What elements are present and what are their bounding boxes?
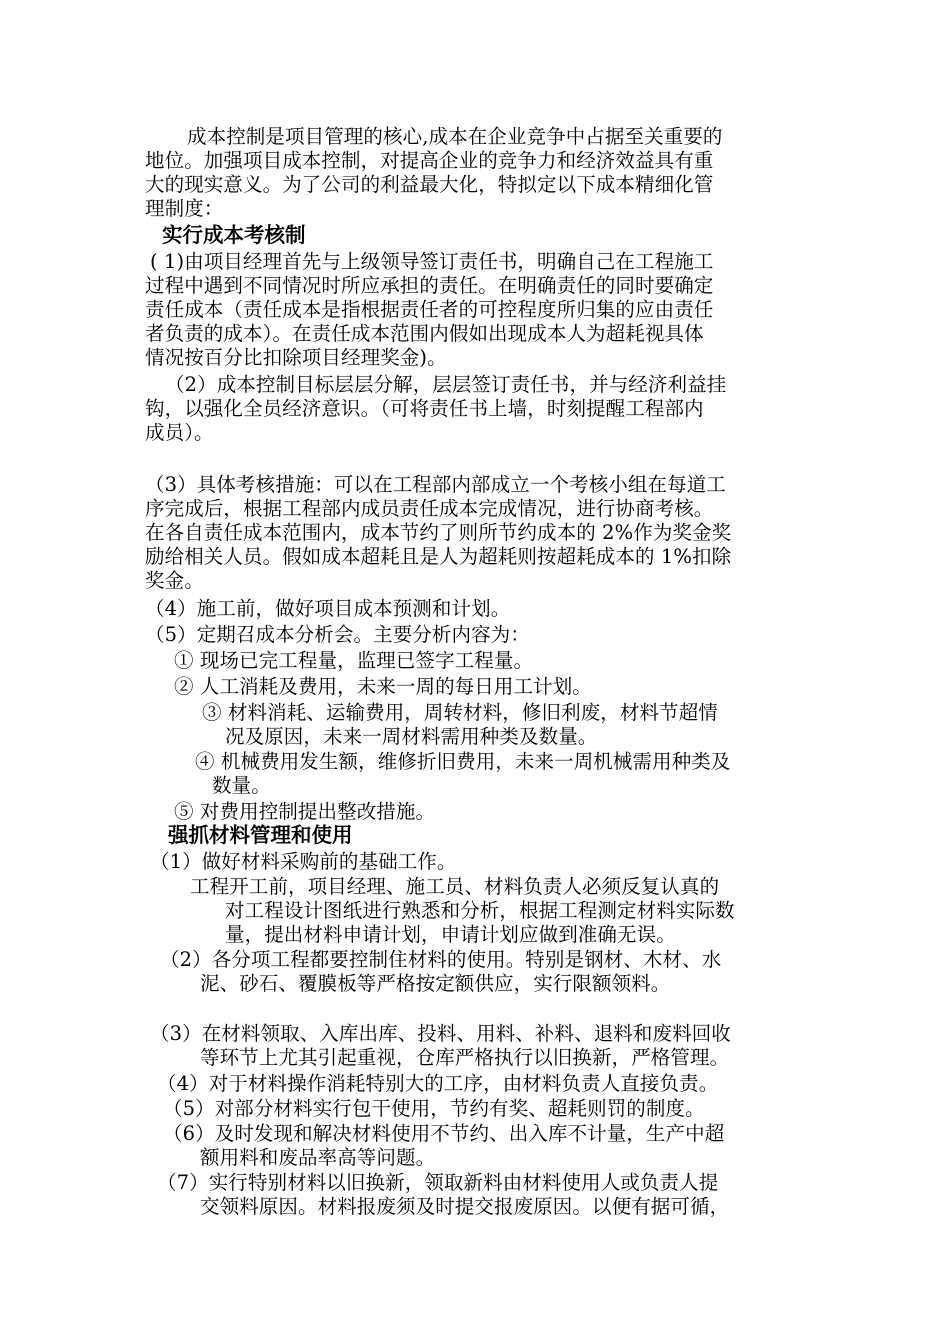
material-item-7-line-2: 交领料原因。材料报废须及时提交报废原因。以便有据可循，	[200, 1195, 730, 1218]
material-item-5: （5）对部分材料实行包干使用，节约有奖、超耗则罚的制度。	[163, 1097, 705, 1120]
sub-item-3-line-1: ③ 材料消耗、运输费用，周转材料，修旧利废，材料节超情	[202, 701, 718, 724]
item1-line-1: ( 1)由项目经理首先与上级领导签订责任书，明确自己在工程施工	[150, 250, 714, 273]
material-item-2-line-1: （2）各分项工程都要控制住材料的使用。特别是钢材、木材、水	[160, 948, 722, 971]
section-heading-cost-assessment: 实行成本考核制	[162, 223, 306, 247]
item4: （4）施工前，做好项目成本预测和计划。	[145, 597, 511, 620]
sub-item-1: ① 现场已完工程量，监理已签字工程量。	[174, 649, 534, 672]
item3-line-2: 序完成后，根据工程部内成员责任成本完成情况，进行协商考核。	[145, 497, 714, 520]
item1-line-4: 者负责的成本）。在责任成本范围内假如出现成本人为超耗视具体	[145, 322, 704, 345]
sub-item-4-line-2: 数量。	[212, 774, 271, 797]
material-item-1-body-line-3: 量，提出材料申请计划，申请计划应做到准确无误。	[225, 923, 676, 946]
item2-line-2: 钩，以强化全员经济意识。（可将责任书上墙，时刻提醒工程部内	[145, 397, 704, 420]
sub-item-2: ② 人工消耗及费用，未来一周的每日用工计划。	[174, 675, 592, 698]
sub-item-3-line-2: 况及原因，未来一周材料需用种类及数量。	[225, 725, 598, 748]
item5: （5）定期召成本分析会。主要分析内容为：	[145, 623, 530, 646]
sub-item-5: ⑤ 对费用控制提出整改措施。	[174, 800, 436, 823]
material-item-7-line-1: （7）实行特别材料以旧换新，领取新料由材料使用人或负责人提	[157, 1171, 719, 1194]
material-item-6-line-1: （6）及时发现和解决材料使用不节约、出入库不计量，生产中超	[163, 1122, 725, 1145]
intro-line-2: 地位。加强项目成本控制，对提高企业的竞争力和经济效益具有重	[145, 149, 714, 172]
item3-line-5: 奖金。	[145, 569, 204, 592]
material-item-1: （1）做好材料采购前的基础工作。	[150, 850, 457, 873]
item3-line-3: 在各自责任成本范围内，成本节约了则所节约成本的 2%作为奖金奖	[145, 521, 732, 544]
section-heading-material-management: 强抓材料管理和使用	[168, 823, 353, 847]
item1-line-2: 过程中遇到不同情况时所应承担的责任。在明确责任的同时要确定	[145, 274, 714, 297]
material-item-3-line-2: 等环节上尤其引起重视，仓库严格执行以旧换新，严格管理。	[200, 1046, 730, 1069]
material-item-2-line-2: 泥、砂石、覆膜板等严格按定额供应，实行限额领料。	[200, 972, 671, 995]
intro-line-4: 理制度：	[145, 197, 224, 220]
material-item-4: （4）对于材料操作消耗特别大的工序，由材料负责人直接负责。	[157, 1072, 719, 1095]
material-item-1-body-line-1: 工程开工前，项目经理、施工员、材料负责人必须反复认真的	[190, 875, 720, 898]
sub-item-4-line-1: ④ 机械费用发生额，维修折旧费用，未来一周机械需用种类及	[195, 750, 731, 773]
item2-line-1: （2）成本控制目标层层分解，层层签订责任书，并与经济利益挂	[165, 373, 727, 396]
intro-line-1: 成本控制是项目管理的核心,成本在企业竞争中占据至关重要的	[187, 125, 723, 148]
material-item-3-line-1: （3）在材料领取、入库出库、投料、用料、补料、退料和废料回收	[150, 1022, 731, 1045]
material-item-1-body-line-2: 对工程设计图纸进行熟悉和分析，根据工程测定材料实际数	[225, 899, 735, 922]
item2-line-3: 成员）。	[145, 421, 214, 444]
item3-line-4: 励给相关人员。假如成本超耗且是人为超耗则按超耗成本的 1%扣除	[145, 545, 732, 568]
material-item-6-line-2: 额用料和废品率高等问题。	[200, 1146, 436, 1169]
item1-line-5: 情况按百分比扣除项目经理奖金)。	[145, 346, 447, 369]
item1-line-3: 责任成本（责任成本是指根据责任者的可控程度所归集的应由责任	[145, 298, 714, 321]
intro-line-3: 大的现实意义。为了公司的利益最大化，特拟定以下成本精细化管	[145, 173, 714, 196]
item3-line-1: （3）具体考核措施：可以在工程部内部成立一个考核小组在每道工	[145, 473, 726, 496]
